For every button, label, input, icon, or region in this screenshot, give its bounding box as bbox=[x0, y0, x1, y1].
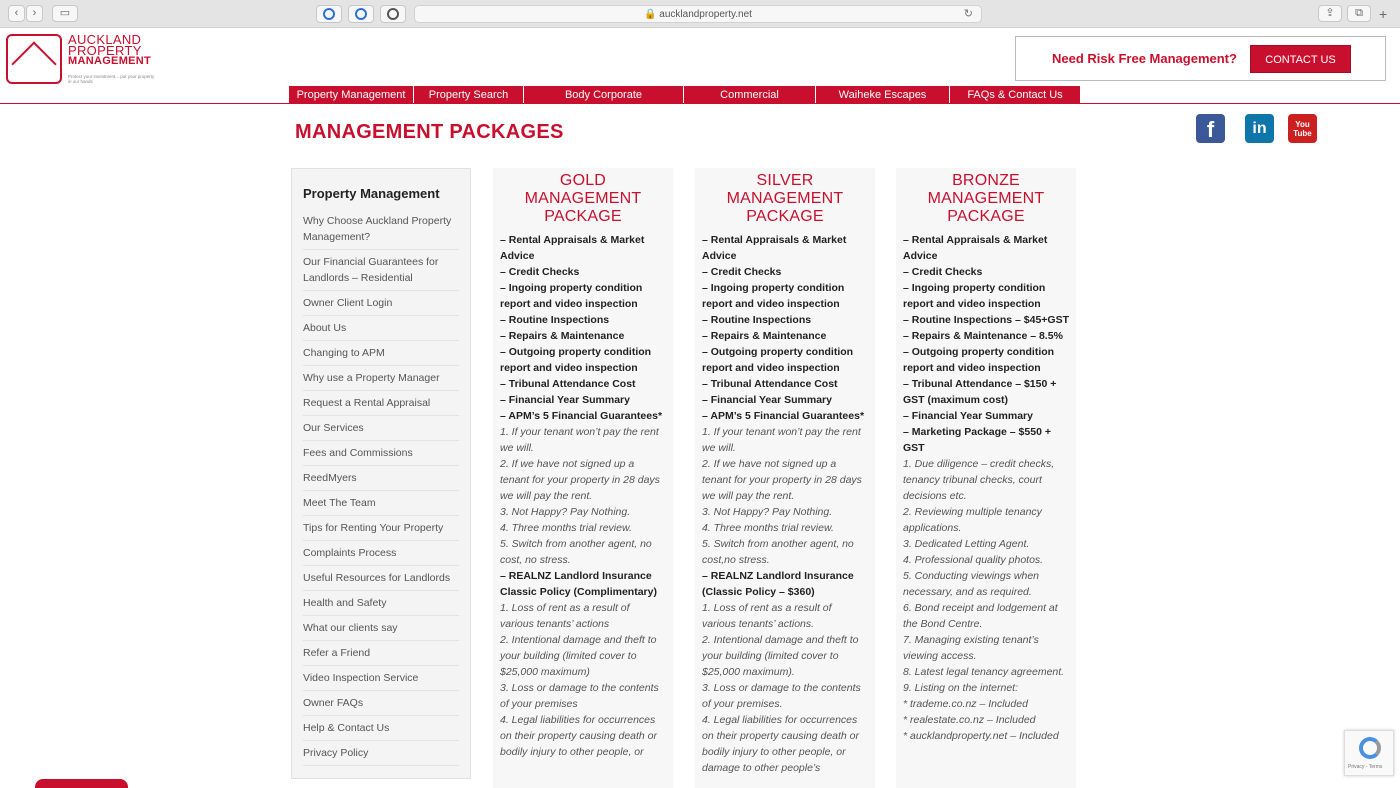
sidebar-item[interactable]: Changing to APM bbox=[303, 341, 459, 366]
package-feature: – Outgoing property condition report and video inspection bbox=[903, 346, 1055, 374]
facebook-icon[interactable]: f bbox=[1196, 114, 1225, 143]
package-feature: 3. Loss or damage to the contents of your premises. bbox=[702, 682, 861, 710]
package-feature: – REALNZ Landlord Insurance (Classic Policy – $360) bbox=[702, 570, 854, 598]
chat-tab[interactable] bbox=[35, 779, 128, 788]
logo-line2: PROPERTY bbox=[68, 43, 142, 58]
package-feature: 2. Reviewing multiple tenancy applications. bbox=[903, 506, 1042, 534]
sidebar-title: Property Management bbox=[303, 186, 440, 201]
sidebar-item[interactable]: Owner Client Login bbox=[303, 291, 459, 316]
sidebar-item[interactable]: What our clients say bbox=[303, 616, 459, 641]
package-feature: 3. Loss or damage to the contents of your premises bbox=[500, 682, 659, 710]
sidebar-item[interactable]: Why use a Property Manager bbox=[303, 366, 459, 391]
package-feature: – Tribunal Attendance Cost bbox=[702, 378, 838, 390]
package-feature: – Routine Inspections bbox=[702, 314, 812, 326]
nav-commercial[interactable]: Commercial bbox=[684, 86, 816, 104]
sidebar-item[interactable]: Owner FAQs bbox=[303, 691, 459, 716]
sidebar-item[interactable]: ReedMyers bbox=[303, 466, 459, 491]
sidebar-item[interactable]: Health and Safety bbox=[303, 591, 459, 616]
url-text: aucklandproperty.net bbox=[659, 9, 752, 20]
package-feature: – Tribunal Attendance Cost bbox=[500, 378, 636, 390]
recaptcha-text: Privacy - Terms bbox=[1348, 764, 1383, 770]
nav-property-search[interactable]: Property Search bbox=[414, 86, 524, 104]
sidebar-item[interactable]: Our Services bbox=[303, 416, 459, 441]
package-feature: – Rental Appraisals & Market Advice bbox=[702, 234, 847, 262]
package-feature: * trademe.co.nz – Included bbox=[903, 698, 1028, 710]
sidebar-item[interactable]: Help & Contact Us bbox=[303, 716, 459, 741]
sidebar-item[interactable]: Our Financial Guarantees for Landlords – Residential bbox=[303, 250, 459, 291]
package-feature: – Financial Year Summary bbox=[903, 410, 1033, 422]
package-feature: 6. Bond receipt and lodgement at the Bond Centre. bbox=[903, 602, 1058, 630]
tabs-icon[interactable]: ⧉ bbox=[1347, 5, 1371, 22]
package-feature: 1. If your tenant won’t pay the rent we will. bbox=[702, 426, 861, 454]
package-feature: 5. Conducting viewings when necessary, and as required. bbox=[903, 570, 1039, 598]
package-feature: 2. Intentional damage and theft to your building (limited cover to $25,000 maximum). bbox=[702, 634, 859, 678]
silver-package bbox=[695, 168, 875, 788]
package-feature: 5. Switch from another agent, no cost,no stress. bbox=[702, 538, 854, 566]
extension-icon[interactable] bbox=[380, 5, 406, 23]
package-feature: * aucklandproperty.net – Included bbox=[903, 730, 1059, 742]
page-title: MANAGEMENT PACKAGES bbox=[295, 121, 564, 143]
package-feature: – Ingoing property condition report and video inspection bbox=[903, 282, 1046, 310]
sidebar-item[interactable]: Privacy Policy bbox=[303, 741, 459, 766]
package-feature: 2. Intentional damage and theft to your building (limited cover to $25,000 maximum) bbox=[500, 634, 657, 678]
extension-icon[interactable] bbox=[348, 5, 374, 23]
logo-line1: AUCKLAND bbox=[68, 32, 142, 47]
logo-tagline: Protect your investment... put your property in our hands bbox=[68, 74, 155, 84]
package-feature: – Rental Appraisals & Market Advice bbox=[903, 234, 1048, 262]
package-feature: – APM’s 5 Financial Guarantees* bbox=[702, 410, 865, 422]
package-feature: – Credit Checks bbox=[500, 266, 580, 278]
sidebar-item[interactable]: About Us bbox=[303, 316, 459, 341]
package-feature: – Ingoing property condition report and video inspection bbox=[500, 282, 643, 310]
lock-icon: 🔒 bbox=[644, 9, 657, 20]
nav-body-corporate[interactable]: Body Corporate bbox=[524, 86, 684, 104]
nav-faqs-contact[interactable]: FAQs & Contact Us bbox=[950, 86, 1081, 104]
package-title: SILVER MANAGEMENT PACKAGE bbox=[726, 172, 844, 225]
package-feature: – Routine Inspections – $45+GST bbox=[903, 314, 1070, 326]
package-feature: – Routine Inspections bbox=[500, 314, 610, 326]
package-title: BRONZE MANAGEMENT PACKAGE bbox=[927, 172, 1045, 225]
package-feature: 2. If we have not signed up a tenant for your property in 28 days we will pay the rent. bbox=[702, 458, 862, 502]
logo-line3: MANAGEMENT bbox=[68, 55, 152, 67]
package-feature: 1. If your tenant won’t pay the rent we will. bbox=[500, 426, 659, 454]
package-feature: – Credit Checks bbox=[702, 266, 782, 278]
sidebar bbox=[291, 168, 471, 779]
browser-toolbar bbox=[0, 0, 1400, 28]
linkedin-icon[interactable]: in bbox=[1245, 114, 1274, 143]
recaptcha-badge[interactable] bbox=[1344, 730, 1394, 776]
package-feature: 4. Three months trial review. bbox=[500, 522, 632, 534]
package-feature: – Tribunal Attendance – $150 + GST (maximum cost) bbox=[903, 378, 1057, 406]
package-feature: – Outgoing property condition report and video inspection bbox=[702, 346, 854, 374]
package-feature: – Ingoing property condition report and video inspection bbox=[702, 282, 845, 310]
package-feature: – Repairs & Maintenance bbox=[702, 330, 827, 342]
package-features bbox=[903, 232, 1069, 744]
nav-waiheke-escapes[interactable]: Waiheke Escapes bbox=[816, 86, 950, 104]
cta-box bbox=[1015, 36, 1386, 81]
header-divider bbox=[0, 103, 1400, 104]
sidebar-item[interactable]: Refer a Friend bbox=[303, 641, 459, 666]
sidebar-item[interactable]: Meet The Team bbox=[303, 491, 459, 516]
gold-package bbox=[493, 168, 673, 788]
package-feature: – Credit Checks bbox=[903, 266, 983, 278]
address-bar[interactable] bbox=[414, 5, 982, 23]
package-feature: 7. Managing existing tenant’s viewing access. bbox=[903, 634, 1039, 662]
cta-text: Need Risk Free Management? bbox=[1052, 51, 1237, 66]
package-feature: – APM’s 5 Financial Guarantees* bbox=[500, 410, 663, 422]
package-feature: * realestate.co.nz – Included bbox=[903, 714, 1036, 726]
package-feature: – REALNZ Landlord Insurance Classic Policy (Complimentary) bbox=[500, 570, 657, 598]
package-feature: 1. Loss of rent as a result of various tenants’ actions bbox=[500, 602, 630, 630]
youtube-icon[interactable]: You Tube bbox=[1288, 114, 1317, 143]
recaptcha-icon bbox=[1359, 737, 1381, 759]
sidebar-toggle-icon[interactable]: ▭ bbox=[52, 5, 78, 22]
package-feature: 4. Professional quality photos. bbox=[903, 554, 1044, 566]
site-logo[interactable] bbox=[6, 34, 156, 89]
package-feature: 2. If we have not signed up a tenant for your property in 28 days we will pay the rent. bbox=[500, 458, 660, 502]
package-title: GOLD MANAGEMENT PACKAGE bbox=[524, 172, 642, 225]
sidebar-item[interactable]: Why Choose Auckland Property Management? bbox=[303, 209, 459, 250]
sidebar-item[interactable]: Useful Resources for Landlords bbox=[303, 566, 459, 591]
sidebar-item[interactable]: Request a Rental Appraisal bbox=[303, 391, 459, 416]
sidebar-item[interactable]: Video Inspection Service bbox=[303, 666, 459, 691]
sidebar-list bbox=[303, 209, 459, 766]
package-feature: 5. Switch from another agent, no cost, no stress. bbox=[500, 538, 652, 566]
share-icon[interactable]: ⇪ bbox=[1318, 5, 1342, 22]
main-nav bbox=[289, 86, 1081, 104]
package-feature: – Rental Appraisals & Market Advice bbox=[500, 234, 645, 262]
house-logo-icon bbox=[6, 34, 62, 84]
forward-icon[interactable]: › bbox=[26, 5, 43, 22]
sidebar-item[interactable]: Fees and Commissions bbox=[303, 441, 459, 466]
nav-property-management[interactable]: Property Management bbox=[289, 86, 414, 104]
package-feature: 3. Not Happy? Pay Nothing. bbox=[702, 506, 833, 518]
package-feature: 9. Listing on the internet: bbox=[903, 682, 1018, 694]
new-tab-icon[interactable]: + bbox=[1379, 6, 1388, 22]
package-feature: – Repairs & Maintenance – 8.5% bbox=[903, 330, 1063, 342]
package-features bbox=[702, 232, 868, 776]
package-feature: 1. Due diligence – credit checks, tenancy tribunal checks, court decisions etc. bbox=[903, 458, 1055, 502]
package-feature: 4. Three months trial review. bbox=[702, 522, 834, 534]
package-feature: – Financial Year Summary bbox=[702, 394, 832, 406]
back-icon[interactable]: ‹ bbox=[8, 5, 25, 22]
contact-us-button[interactable]: CONTACT US bbox=[1250, 45, 1351, 73]
package-feature: – Marketing Package – $550 + GST bbox=[903, 426, 1051, 454]
package-feature: – Repairs & Maintenance bbox=[500, 330, 625, 342]
package-feature: – Outgoing property condition report and video inspection bbox=[500, 346, 652, 374]
package-feature: 3. Not Happy? Pay Nothing. bbox=[500, 506, 631, 518]
extension-icon[interactable] bbox=[316, 5, 342, 23]
package-feature: 1. Loss of rent as a result of various tenants’ actions. bbox=[702, 602, 832, 630]
package-feature: 8. Latest legal tenancy agreement. bbox=[903, 666, 1065, 678]
package-features bbox=[500, 232, 666, 760]
package-feature: – Financial Year Summary bbox=[500, 394, 630, 406]
sidebar-item[interactable]: Tips for Renting Your Property bbox=[303, 516, 459, 541]
bronze-package bbox=[896, 168, 1076, 788]
package-feature: 4. Legal liabilities for occurrences on their property causing death or bodily injury to other people, or bbox=[500, 714, 658, 758]
package-feature: 4. Legal liabilities for occurrences on their property causing death or bodily injury to other people, or damage to other people’s bbox=[702, 714, 860, 774]
reload-icon[interactable]: ↻ bbox=[963, 8, 973, 20]
sidebar-item[interactable]: Complaints Process bbox=[303, 541, 459, 566]
package-feature: 3. Dedicated Letting Agent. bbox=[903, 538, 1030, 550]
